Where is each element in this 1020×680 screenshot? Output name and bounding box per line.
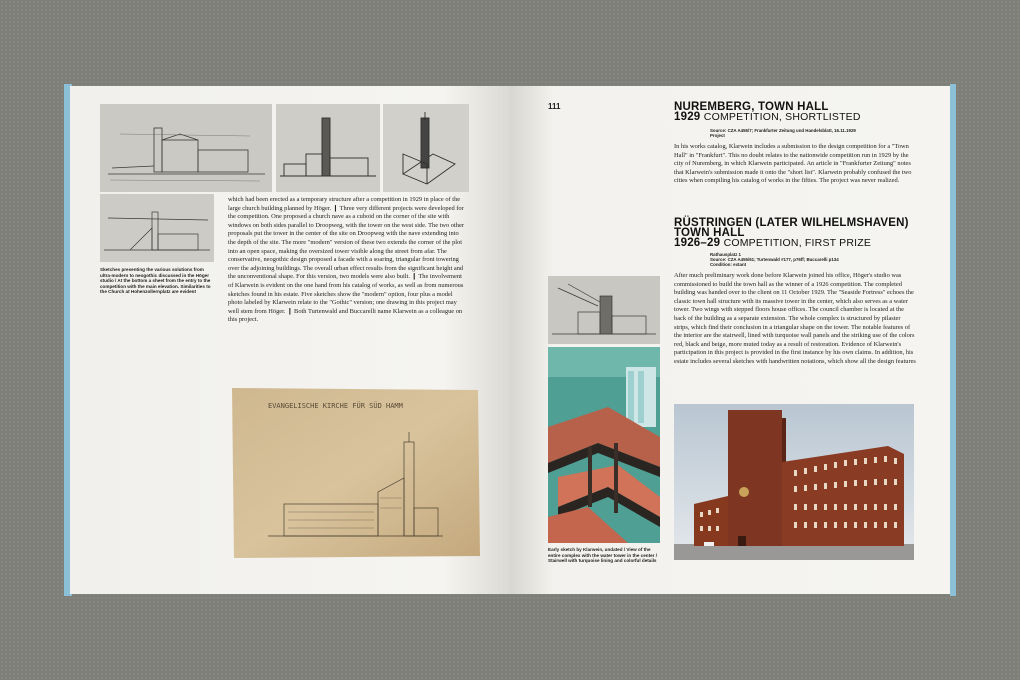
rustringen-title-1: RÜSTRINGEN (LATER WILHELMSHAVEN) [674,217,909,229]
page-number: 111 [548,102,561,111]
sketch-townhall-early [548,276,660,344]
rustringen-meta [710,252,940,268]
sketch-perspective-3 [383,104,469,192]
left-body-text: which had been erected as a temporary structure after a competition in 1929 in place of the large church building planned by Höger. ❙ Three very different projects were developed for the competition. One proposed a church nave as a cuboid on the corner of the site with windows on both sides parallel to Droopweg, with the tower on the west side. The two other proposals put the tower in the center of the site on Droopweg with the nave extending into the depth of the site. The more "modern" version of these two extends the corner of the plot into an open space, making the oversized tower visible along the street from afar. The conservative, neogothic design proposed a facade with a soaring, triangular front towering over the adjoining buildings. The overall urban effect results from the significant height and the unconventional shape. For this version, two models were also built. ❙ The involvement of Klarwein is evident on the one hand from his catalog of works, as well as from numerous sketches found in his estate. Five sketches show the "modern" option, four plus a model photo labeled by Klarwein relate to the "Gothic" version; one drawing in this project may well stem from Höger. ❙ Both Turtenwald and Buccarelli name Klarwein as a colleague on this project. [228,196,464,324]
nuremberg-body: In his works catalog, Klarwein includes a submission to the design competition for a "Town Hall" in "Frankfurt". This no doubt relates to the nationwide competition run in 1929 by the city of Nuremberg, in which Klarwein participated. An article in "Frankfurter Zeitung" notes that Klarwein's submission made it onto the "short list". Klarwein probably confused the two cities when compiling his catalog of works in the fifties. The project was never realized. [674,143,912,185]
sketch-elevation-4 [100,194,214,262]
book-edge-right [950,84,956,596]
photo-stairwell-turquoise [548,347,660,543]
nuremberg-status: COMPETITION, SHORTLISTED [703,111,861,123]
rustringen-address: Rathausplatz 1 [710,252,741,257]
rustringen-title-2: TOWN HALL [674,227,745,239]
right-page [510,86,950,594]
left-page [70,86,510,594]
right-figure-caption: Early sketch by Klarwein, undated / View of the entire complex with the water tower in the center / Stairwell with turquoise lining and colorful details [548,547,657,564]
rustringen-heading [674,218,944,248]
nuremberg-heading [674,102,934,122]
rustringen-body: After much preliminary work done before Klarwein joined his office, Höger's studio was commissioned to build the town hall as the winner of a 1926 competition. The completed building was handed over to the client on 11 October 1929. The "Seaside Fortress" echoes the classic town hall structure with its massive tower in the center, which also serves as a water tower. Two wings with stepped floors house offices. The council chamber is located at the back of the building as a separate extension. The whole complex is structured by pilaster strips, which find their conclusion in a triangular shape on the tower. The notable features of the interior are the stairwell, lined with turquoise wall panels and the striking use of the colors red, black and beige, more muted today as a result of restoration. Evidence of Klarwein's participation in this project is provided in the first instance by his own claims. In addition, his estate includes several sketches with handwritten notations, which show all the design features [674,272,916,365]
rustringen-source: Source: CZA A455/61; Turtenwald #177, p76ff; Buccarelli p134 [710,257,839,263]
drawing-inscription: EVANGELISCHE KIRCHE FÜR SÜD HAMM [268,402,403,410]
open-book [64,84,956,596]
nuremberg-title: NUREMBERG, TOWN HALL [674,101,829,113]
photo-townhall-exterior [674,404,914,560]
sketch-tower-church-2 [276,104,380,192]
sketch-modern-church-1 [100,104,272,192]
church-drawing-large [228,386,482,560]
rustringen-year: 1926–29 [674,237,721,249]
left-figure-caption: Sketches presenting the various solutions from ultra-modern to neogothic discussed in the Höger studio / At the bottom a sheet from the entry to the competition with the main elevation. Similarities to the Church at Hohenzollernplatz are evident [100,267,211,295]
nuremberg-condition: Project [710,133,725,139]
nuremberg-year: 1929 [674,111,701,123]
rustringen-condition: Condition: extant [710,262,747,268]
nuremberg-source: Source: CZA A455/7; Frankfurter Zeitung und Handelsblatt, 16.11.1929 [710,128,856,133]
nuremberg-meta [710,128,940,138]
rustringen-status: COMPETITION, FIRST PRIZE [723,237,872,249]
